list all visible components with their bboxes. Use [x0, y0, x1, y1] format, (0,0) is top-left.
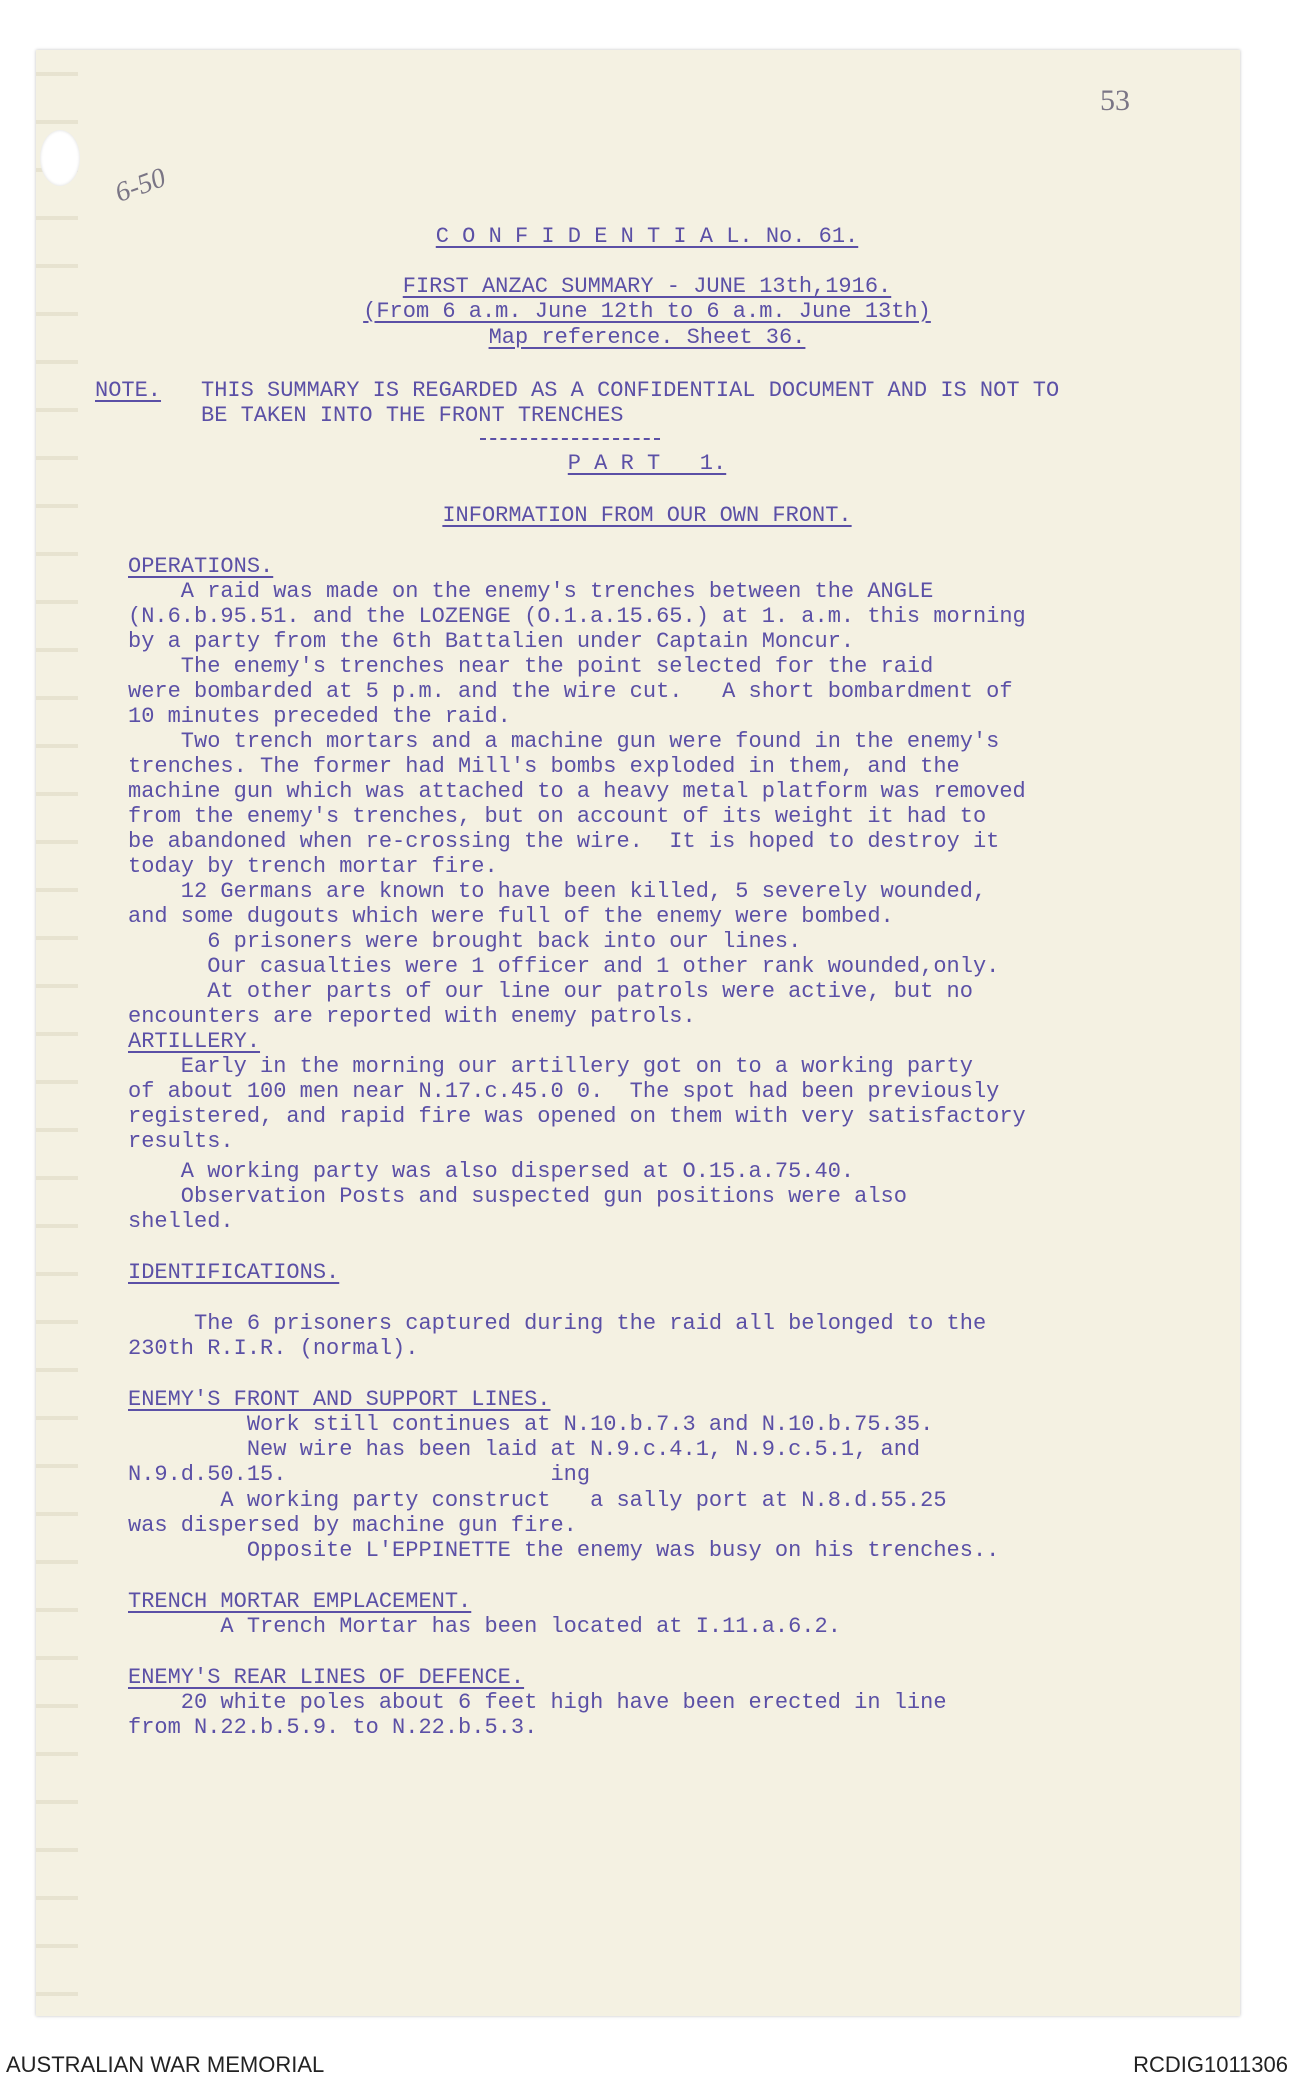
- text-line: results.: [128, 1129, 234, 1154]
- text-line: The 6 prisoners captured during the raid all belonged to the: [128, 1311, 987, 1336]
- footer-record-id: RCDIG1011306: [1133, 2052, 1288, 2077]
- text-line: A working party construct a sally port at N.8.d.55.25: [128, 1488, 947, 1513]
- text-line: Opposite L'EPPINETTE the enemy was busy on his trenches..: [128, 1538, 1000, 1563]
- part-heading: P A R T 1.: [567, 451, 727, 476]
- text-line: 6 prisoners were brought back into our lines.: [128, 929, 802, 954]
- page-number: 53: [1100, 84, 1130, 117]
- front-lines-heading: ENEMY'S FRONT AND SUPPORT LINES.: [128, 1387, 551, 1412]
- text-line: New wire has been laid at N.9.c.4.1, N.9.c.5.1, and: [128, 1437, 921, 1462]
- text-line: A raid was made on the enemy's trenches between the ANGLE: [128, 579, 934, 604]
- text-line: N.9.d.50.15. ing: [128, 1462, 591, 1487]
- text-line: of about 100 men near N.17.c.45.0 0. The spot had been previously: [128, 1079, 1000, 1104]
- text-line: machine gun which was attached to a heavy metal platform was removed: [128, 779, 1026, 804]
- trench-mortar-heading: TRENCH MORTAR EMPLACEMENT.: [128, 1589, 472, 1614]
- text-line: 230th R.I.R. (normal).: [128, 1336, 419, 1361]
- punch-hole: [40, 130, 80, 186]
- text-line: A Trench Mortar has been located at I.11.a.6.2.: [128, 1614, 841, 1639]
- confidential-line: C O N F I D E N T I A L. No. 61.: [435, 224, 859, 249]
- text-line: 12 Germans are known to have been killed, 5 severely wounded,: [128, 879, 987, 904]
- divider-line: [480, 438, 660, 440]
- part-subheading: INFORMATION FROM OUR OWN FRONT.: [442, 503, 852, 528]
- note-line-1: THIS SUMMARY IS REGARDED AS A CONFIDENTIAL DOCUMENT AND IS NOT TO: [201, 378, 1060, 403]
- artillery-heading: ARTILLERY.: [128, 1029, 261, 1054]
- text-line: trenches. The former had Mill's bombs exploded in them, and the: [128, 754, 960, 779]
- text-line: A working party was also dispersed at O.15.a.75.40.: [128, 1159, 855, 1184]
- summary-period: (From 6 a.m. June 12th to 6 a.m. June 13th): [363, 299, 931, 324]
- text-line: shelled.: [128, 1209, 234, 1234]
- operations-heading: OPERATIONS.: [128, 554, 274, 579]
- map-reference: Map reference. Sheet 36.: [488, 325, 806, 350]
- rear-lines-heading: ENEMY'S REAR LINES OF DEFENCE.: [128, 1665, 525, 1690]
- text-line: (N.6.b.95.51. and the LOZENGE (O.1.a.15.65.) at 1. a.m. this morning: [128, 604, 1026, 629]
- text-line: Work still continues at N.10.b.7.3 and N.10.b.75.35.: [128, 1412, 934, 1437]
- identifications-heading: IDENTIFICATIONS.: [128, 1260, 340, 1285]
- handwritten-reference: 6-50: [111, 162, 170, 209]
- text-line: 20 white poles about 6 feet high have been erected in line: [128, 1690, 947, 1715]
- text-line: today by trench mortar fire.: [128, 854, 498, 879]
- summary-title: FIRST ANZAC SUMMARY - JUNE 13th,1916.: [402, 274, 892, 299]
- text-line: registered, and rapid fire was opened on them with very satisfactory: [128, 1104, 1026, 1129]
- text-line: were bombarded at 5 p.m. and the wire cut. A short bombardment of: [128, 679, 1013, 704]
- text-line: be abandoned when re-crossing the wire. It is hoped to destroy it: [128, 829, 1000, 854]
- text-line: encounters are reported with enemy patrols.: [128, 1004, 696, 1029]
- text-line: Observation Posts and suspected gun positions were also: [128, 1184, 907, 1209]
- text-line: was dispersed by machine gun fire.: [128, 1513, 577, 1538]
- text-line: Two trench mortars and a machine gun were found in the enemy's: [128, 729, 1000, 754]
- text-line: Early in the morning our artillery got on to a working party: [128, 1054, 973, 1079]
- text-line: by a party from the 6th Battalien under Captain Moncur.: [128, 629, 855, 654]
- text-line: from the enemy's trenches, but on account of its weight it had to: [128, 804, 987, 829]
- footer-source: AUSTRALIAN WAR MEMORIAL: [6, 2052, 325, 2077]
- text-line: from N.22.b.5.9. to N.22.b.5.3.: [128, 1715, 538, 1740]
- note-label: NOTE.: [95, 378, 162, 403]
- text-line: and some dugouts which were full of the enemy were bombed.: [128, 904, 894, 929]
- text-line: Our casualties were 1 officer and 1 other rank wounded,only.: [128, 954, 1000, 979]
- text-line: 10 minutes preceded the raid.: [128, 704, 511, 729]
- note-line-2: BE TAKEN INTO THE FRONT TRENCHES: [201, 403, 624, 428]
- text-line: The enemy's trenches near the point selected for the raid: [128, 654, 934, 679]
- text-line: At other parts of our line our patrols were active, but no: [128, 979, 973, 1004]
